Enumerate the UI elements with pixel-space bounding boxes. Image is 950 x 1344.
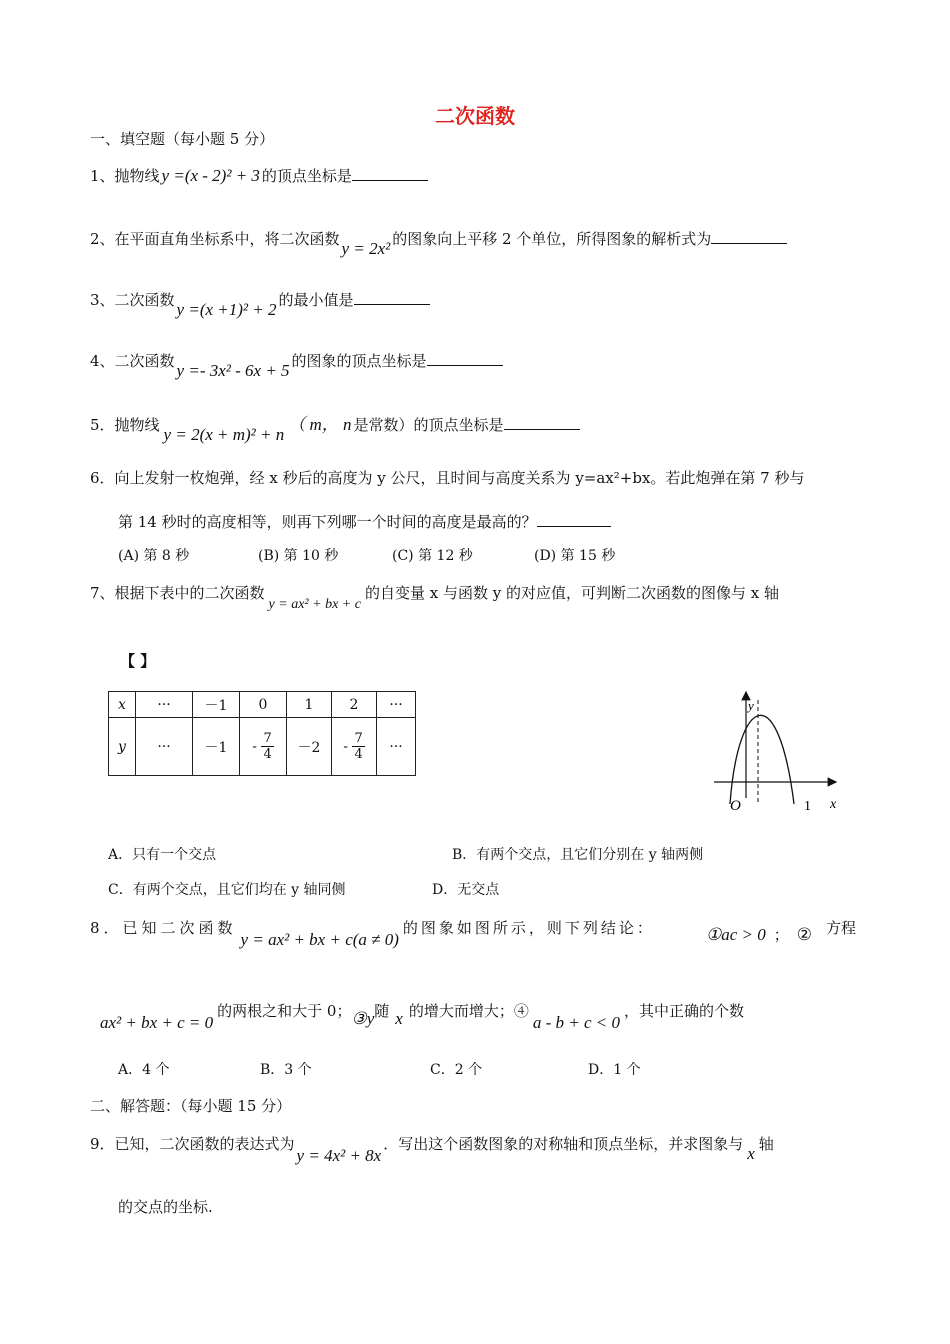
q7-option-b[interactable]: B．有两个交点，且它们分别在 y 轴两侧 — [452, 847, 704, 863]
q6-answer-blank[interactable] — [537, 512, 611, 527]
q5-text: 5．抛物线 — [90, 416, 160, 434]
q6-text-line-2: 第 14 秒时的高度相等，则再下列哪一个时间的高度是最高的？ — [118, 513, 537, 531]
q2-formula: y = 2x² — [341, 239, 391, 258]
q5-answer-blank[interactable] — [504, 415, 580, 430]
fraction-numerator: 7 — [354, 731, 363, 746]
q4-formula: y =- 3x² - 6x + 5 — [176, 361, 290, 380]
table-cell: ··· — [377, 692, 416, 718]
q5-formula: y = 2(x + m)² + n — [163, 425, 285, 444]
q6-option-d[interactable]: (D) 第 15 秒 — [534, 548, 616, 564]
q7-option-c[interactable]: C．有两个交点，且它们均在 y 轴同侧 — [108, 882, 346, 898]
fraction — [261, 731, 273, 762]
q6-option-c[interactable]: (C) 第 12 秒 — [392, 548, 473, 564]
origin-label: O — [730, 798, 741, 814]
q3-text-post: 的最小值是 — [278, 291, 354, 309]
table-cell: ··· — [136, 692, 193, 718]
q6-option-b[interactable]: (B) 第 10 秒 — [258, 548, 339, 564]
fraction-denominator: 4 — [263, 747, 272, 762]
q7-answer-bracket[interactable]: 【 】 — [120, 652, 156, 670]
question-1 — [90, 165, 428, 186]
table-cell-y-label: y — [109, 718, 136, 776]
q8-variable-x: x — [395, 1009, 403, 1028]
q5-text-post: 是常数）的顶点坐标是 — [353, 416, 504, 434]
question-8 — [90, 917, 655, 949]
q8-separator: ； — [773, 926, 789, 944]
tick-label-one: 1 — [804, 799, 811, 814]
question-2 — [90, 228, 787, 258]
table-cell-x-label: x — [109, 692, 136, 718]
parabola-graph — [708, 686, 858, 816]
q8-option-c[interactable]: C．2 个 — [430, 1062, 483, 1078]
q4-text: 4、二次函数 — [90, 352, 175, 370]
question-7 — [90, 582, 779, 612]
q1-formula: y =(x - 2)² + 3 — [161, 166, 260, 185]
q9-axis-word: 轴 — [758, 1135, 774, 1153]
q8-conclusion-4: a - b + c < 0 — [532, 1013, 620, 1032]
q8-option-d[interactable]: D．1 个 — [588, 1062, 641, 1078]
q1-answer-blank[interactable] — [352, 166, 428, 181]
question-6 — [118, 511, 611, 532]
q4-answer-blank[interactable] — [427, 351, 503, 366]
q7-text: 7、根据下表中的二次函数 — [90, 584, 265, 602]
section-2-heading: 二、解答题：（每小题 15 分） — [90, 1097, 292, 1115]
q7-option-d[interactable]: D．无交点 — [432, 882, 500, 898]
fraction-denominator: 4 — [354, 747, 363, 762]
q7-option-a[interactable]: A．只有一个交点 — [108, 847, 217, 863]
fraction-sign: - — [343, 738, 348, 755]
q9-line-2: 的交点的坐标. — [118, 1198, 213, 1216]
fraction — [352, 731, 364, 762]
fraction-numerator: 7 — [263, 731, 272, 746]
q8-line2-text-c: 的增大而增大；④ — [408, 1002, 529, 1020]
parabola-curve — [730, 715, 794, 804]
table-cell: ··· — [136, 718, 193, 776]
q1-text-post: 的顶点坐标是 — [261, 167, 352, 185]
q8-text: 8．已知二次函数 — [90, 919, 237, 937]
q7-formula: y = ax² + bx + c — [268, 597, 361, 612]
q8-formula: y = ax² + bx + c(a ≠ 0) — [240, 930, 399, 949]
table-cell: 2 — [332, 692, 377, 718]
section-1-heading: 一、填空题（每小题 5 分） — [90, 130, 275, 148]
q8-line2-text-a: 的两根之和大于 0； — [217, 1002, 352, 1020]
q3-answer-blank[interactable] — [354, 290, 430, 305]
question-3 — [90, 289, 430, 319]
y-axis-label: y — [748, 698, 754, 713]
q4-text-post: 的图象的顶点坐标是 — [291, 352, 427, 370]
table-cell-fraction — [240, 718, 287, 776]
table-cell: －2 — [287, 718, 332, 776]
q6-option-a[interactable]: (A) 第 8 秒 — [118, 548, 190, 564]
table-cell: 1 — [287, 692, 332, 718]
q8-text-tail: 方程 — [826, 919, 857, 937]
question-5 — [90, 410, 580, 444]
table-cell: 0 — [240, 692, 287, 718]
q9-text: 9．已知，二次函数的表达式为 — [90, 1135, 295, 1153]
value-table — [108, 691, 416, 776]
table-cell: －1 — [193, 692, 240, 718]
page-title: 二次函数 — [435, 104, 515, 128]
fraction-sign: - — [252, 738, 257, 755]
q8-option-a[interactable]: A．4 个 — [118, 1062, 170, 1078]
q8-text-post: 的图象如图所示，则下列结论： — [402, 919, 655, 937]
x-axis-label: x — [830, 797, 837, 812]
q8-conclusion-1-group — [706, 924, 812, 945]
q3-formula: y =(x +1)² + 2 — [176, 300, 277, 319]
q8-line2-text-b: 随 — [374, 1002, 390, 1020]
q8-conclusion-3: ③y — [351, 1009, 375, 1028]
question-4 — [90, 350, 503, 380]
q9-text-post: ．写出这个函数图象的对称轴和顶点坐标，并求图象与 — [383, 1135, 744, 1153]
q8-option-b[interactable]: B．3 个 — [260, 1062, 312, 1078]
q8-line-2 — [100, 1000, 745, 1032]
q8-equation: ax² + bx + c = 0 — [100, 1013, 214, 1032]
q2-answer-blank[interactable] — [711, 229, 787, 244]
q8-line2-text-d: ，其中正确的个数 — [624, 1002, 745, 1020]
question-9 — [90, 1133, 774, 1165]
q2-text-post: 的图象向上平移 2 个单位，所得图象的解析式为 — [392, 230, 712, 248]
q1-text: 1、抛物线 — [90, 167, 160, 185]
q8-conclusion-1: ①ac > 0 — [706, 925, 766, 944]
q7-text-post: 的自变量 x 与函数 y 的对应值，可判断二次函数的图像与 x 轴 — [364, 584, 779, 602]
q5-constants: （ m， n — [288, 415, 352, 434]
q3-text: 3、二次函数 — [90, 291, 175, 309]
table-cell: －1 — [193, 718, 240, 776]
q2-text: 2、在平面直角坐标系中，将二次函数 — [90, 230, 340, 248]
q9-formula: y = 4x² + 8x — [296, 1146, 382, 1165]
table-cell: ··· — [377, 718, 416, 776]
table-cell-fraction — [332, 718, 377, 776]
q9-variable-x: x — [747, 1144, 755, 1163]
question-6-line-1: 6．向上发射一枚炮弹，经 x 秒后的高度为 y 公尺，且时间与高度关系为 y=ax²+bx。若此炮弹在第 7 秒与 — [90, 469, 805, 487]
q8-conclusion-2-marker: ② — [796, 925, 813, 945]
